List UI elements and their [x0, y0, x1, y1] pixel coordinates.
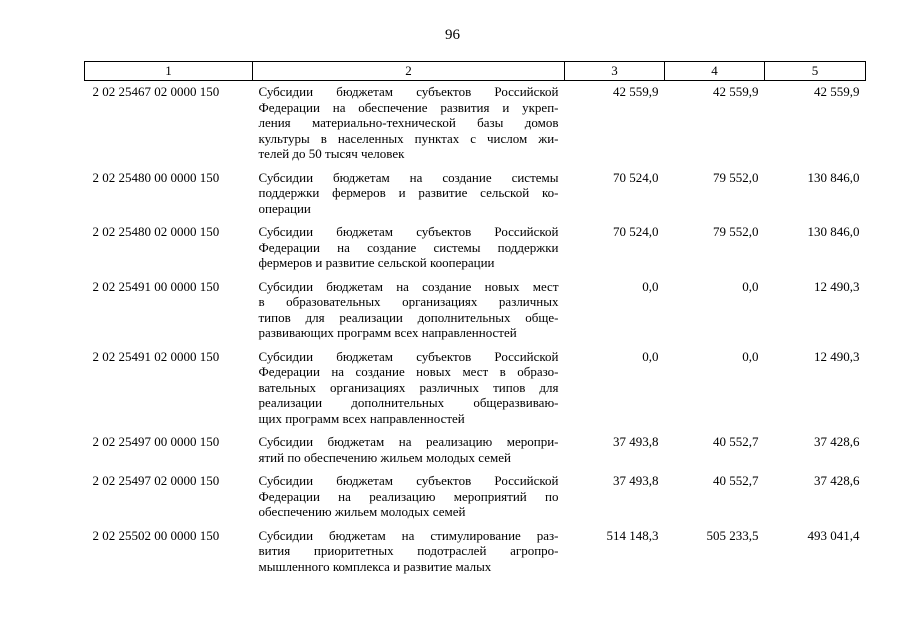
revenue-name-line: мышленного комплекса и развитие малых: [258, 558, 492, 574]
revenue-name-cell: [253, 525, 565, 580]
revenue-name-cell: [253, 431, 565, 470]
amount-year-3-cell: 130 846,0: [807, 169, 860, 185]
revenue-name-line: ятий по обеспечению жильем молодых семей: [258, 449, 511, 465]
revenue-name-line: поддержки фермеров и развитие сельской ко-: [258, 185, 559, 200]
amount-year-2-cell: 79 552,0: [713, 169, 759, 185]
amount-year-3-cell: 12 490,3: [814, 348, 860, 364]
amount-year-2-cell: 0,0: [742, 278, 759, 294]
revenue-name-line: обеспечению жильем молодых семей: [258, 504, 466, 519]
amount-year-3-cell: 130 846,0: [807, 224, 860, 239]
revenue-name-line: Федерации на реализацию мероприятий по: [258, 488, 559, 504]
column-header-3: 3: [565, 62, 665, 81]
table-row: [85, 431, 866, 470]
revenue-name-line: телей до 50 тысяч человек: [258, 146, 405, 161]
table-row: [85, 346, 866, 432]
column-header-2: 2: [253, 62, 565, 81]
column-header-4: 4: [665, 62, 765, 81]
budget-code-cell: 2 02 25497 02 0000 150: [92, 473, 220, 488]
amount-year-1-cell: 42 559,9: [613, 84, 659, 99]
budget-code-cell: 2 02 25497 00 0000 150: [92, 434, 220, 449]
column-header-5: 5: [765, 62, 866, 81]
table-row: [85, 276, 866, 346]
revenue-name-line: Субсидии бюджетам субъектов Российской: [258, 473, 559, 488]
revenue-name-line: фермеров и развитие сельской кооперации: [258, 255, 495, 270]
amount-year-3-cell: 493 041,4: [807, 527, 860, 543]
amount-year-3-cell: 37 428,6: [814, 434, 860, 449]
amount-year-1-cell: 70 524,0: [613, 169, 659, 185]
revenue-name-line: реализации дополнительных общеразвиваю-: [258, 395, 559, 410]
revenue-name-cell: [253, 276, 565, 346]
amount-year-1-cell: 0,0: [642, 278, 659, 294]
revenue-name-cell: [253, 81, 565, 167]
amount-year-2-cell: 79 552,0: [713, 224, 759, 239]
budget-code-cell: 2 02 25480 00 0000 150: [92, 169, 220, 185]
amount-year-3-cell: 42 559,9: [814, 84, 860, 99]
revenue-name-line: вательных организациях различных типов для: [258, 379, 559, 395]
revenue-name-line: в образовательных организациях различных: [258, 294, 559, 309]
table-row: [85, 525, 866, 580]
budget-code-cell: 2 02 25502 00 0000 150: [92, 527, 220, 543]
revenue-name-line: Субсидии бюджетам на создание системы: [258, 169, 559, 185]
budget-code-cell: 2 02 25467 02 0000 150: [92, 84, 220, 99]
table-row: [85, 81, 866, 167]
revenue-name-line: Субсидии бюджетам на стимулирование раз-: [258, 527, 559, 543]
revenue-name-line: Субсидии бюджетам на создание новых мест: [258, 278, 559, 294]
amount-year-2-cell: 0,0: [742, 348, 759, 364]
amount-year-2-cell: 42 559,9: [713, 84, 759, 99]
table-row: [85, 470, 866, 525]
amount-year-1-cell: 514 148,3: [606, 527, 659, 543]
revenue-name-line: Федерации на обеспечение развития и укреп-: [258, 99, 559, 115]
table-header-row: [85, 62, 866, 81]
revenue-name-line: операции: [258, 200, 311, 216]
revenue-name-line: типов для реализации дополнительных обще-: [258, 309, 559, 325]
amount-year-1-cell: 0,0: [642, 348, 659, 364]
revenue-name-cell: [253, 470, 565, 525]
budget-table: [84, 61, 866, 579]
budget-code-cell: 2 02 25491 00 0000 150: [92, 278, 220, 294]
revenue-name-cell: [253, 346, 565, 432]
table-body: [85, 81, 866, 580]
table-row: [85, 221, 866, 276]
revenue-name-cell: [253, 167, 565, 222]
revenue-name-line: развивающих программ всех направленностей: [258, 325, 517, 340]
revenue-name-line: Федерации на создание системы поддержки: [258, 239, 559, 255]
amount-year-3-cell: 12 490,3: [814, 278, 860, 294]
revenue-name-line: Субсидии бюджетам субъектов Российской: [258, 84, 559, 99]
revenue-name-line: щих программ всех направленностей: [258, 410, 465, 426]
amount-year-2-cell: 40 552,7: [713, 473, 759, 488]
revenue-name-line: Субсидии бюджетам субъектов Российской: [258, 224, 559, 239]
budget-code-cell: 2 02 25480 02 0000 150: [92, 224, 220, 239]
revenue-name-line: Субсидии бюджетам на реализацию меропри-: [258, 434, 559, 449]
revenue-name-line: вития приоритетных подотраслей агропро-: [258, 543, 559, 558]
revenue-name-line: ления материально-технической базы домов: [258, 115, 559, 130]
amount-year-1-cell: 37 493,8: [613, 473, 659, 488]
amount-year-1-cell: 37 493,8: [613, 434, 659, 449]
revenue-name-line: культуры в населенных пунктах с числом жи-: [258, 130, 559, 146]
amount-year-2-cell: 40 552,7: [713, 434, 759, 449]
column-header-1: 1: [85, 62, 253, 81]
amount-year-3-cell: 37 428,6: [814, 473, 860, 488]
budget-code-cell: 2 02 25491 02 0000 150: [92, 348, 220, 364]
revenue-name-line: Федерации на создание новых мест в образо-: [258, 364, 559, 379]
revenue-name-cell: [253, 221, 565, 276]
page-number: 96: [445, 27, 460, 43]
revenue-name-line: Субсидии бюджетам субъектов Российской: [258, 348, 559, 364]
table-row: [85, 167, 866, 222]
amount-year-1-cell: 70 524,0: [613, 224, 659, 239]
amount-year-2-cell: 505 233,5: [706, 527, 759, 543]
